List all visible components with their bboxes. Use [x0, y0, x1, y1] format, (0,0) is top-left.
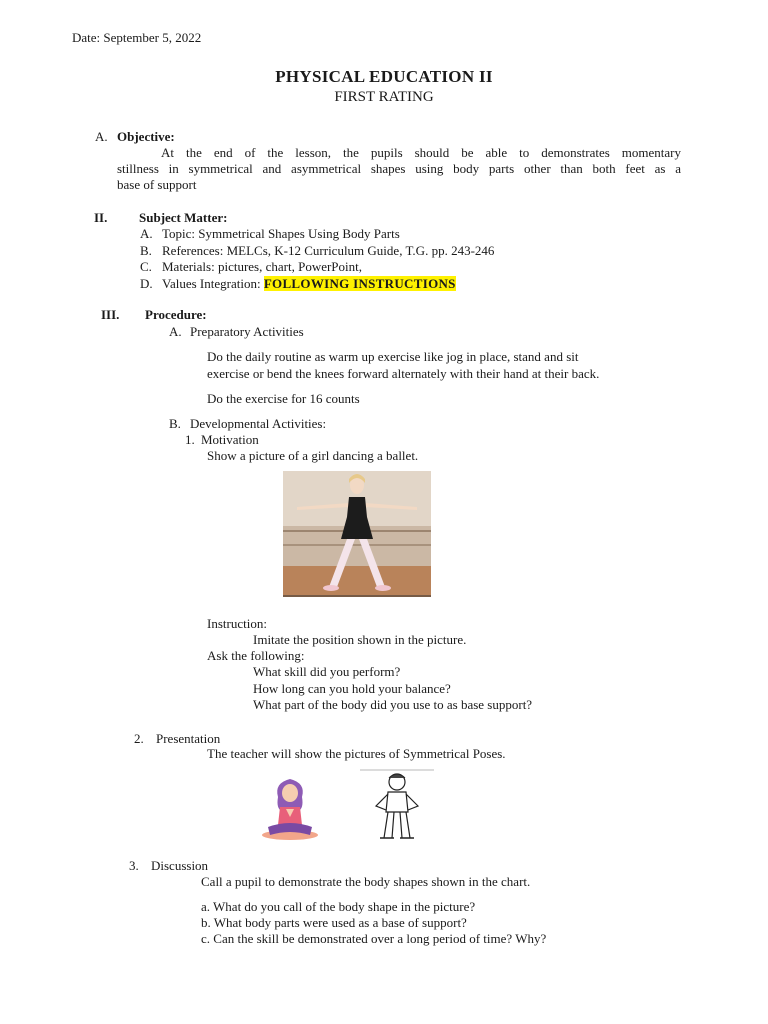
presentation-marker: 2. [134, 731, 144, 746]
prep-line-1: Do the daily routine as warm up exercise like jog in place, stand and sit [207, 349, 579, 364]
subject-item-c-marker: C. [140, 259, 152, 274]
instruction-text: Imitate the position shown in the picture. [253, 632, 467, 647]
subject-item-references: References: MELCs, K-12 Curriculum Guide, T.G. pp. 243-246 [162, 243, 495, 258]
page-subtitle: FIRST RATING [334, 89, 434, 105]
motivation-text: Show a picture of a girl dancing a ballet. [207, 448, 419, 463]
motivation-heading: Motivation [201, 432, 259, 447]
standing-pose-picture [358, 768, 436, 842]
section-a-marker: A. [95, 129, 108, 144]
motivation-question: What skill did you perform? [253, 664, 401, 679]
page-title: PHYSICAL EDUCATION II [275, 67, 493, 86]
subject-item-b-marker: B. [140, 243, 152, 258]
discussion-text: Call a pupil to demonstrate the body shapes shown in the chart. [201, 874, 531, 889]
ballet-dancer-picture [283, 471, 431, 597]
subject-item-values [162, 276, 456, 292]
discussion-question: c. Can the skill be demonstrated over a long period of time? Why? [201, 931, 547, 946]
yoga-pose-picture [260, 775, 320, 841]
discussion-heading: Discussion [151, 858, 209, 873]
values-integration-label: Values Integration: [162, 276, 264, 291]
discussion-marker: 3. [129, 858, 139, 873]
prep-heading: Preparatory Activities [190, 324, 304, 339]
subject-item-d-marker: D. [140, 276, 153, 291]
objective-paragraph [117, 145, 681, 193]
dev-marker: B. [169, 416, 181, 431]
objective-heading: Objective: [117, 129, 175, 144]
objective-line-3: base of support [117, 177, 197, 192]
objective-line-1: At the end of the lesson, the pupils should be able to demonstrates momentary [161, 145, 681, 160]
yoga-pose-image [260, 775, 320, 841]
discussion-question: a. What do you call of the body shape in the picture? [201, 899, 476, 914]
subject-item-a-marker: A. [140, 226, 153, 241]
presentation-heading: Presentation [156, 731, 221, 746]
subject-item-topic: Topic: Symmetrical Shapes Using Body Parts [162, 226, 400, 241]
subject-item-materials: Materials: pictures, chart, PowerPoint, [162, 259, 363, 274]
presentation-text: The teacher will show the pictures of Symmetrical Poses. [207, 746, 506, 761]
prep-line-2: exercise or bend the knees forward alternately with their hand at their back. [207, 366, 600, 381]
subject-matter-heading: Subject Matter: [139, 210, 228, 225]
section-iii-marker: III. [101, 307, 120, 322]
section-ii-marker: II. [94, 210, 108, 225]
standing-pose-image [358, 768, 436, 842]
procedure-heading: Procedure: [145, 307, 207, 322]
values-highlight: FOLLOWING INSTRUCTIONS [263, 276, 456, 291]
ask-label: Ask the following: [207, 648, 305, 663]
instruction-label: Instruction: [207, 616, 267, 631]
dev-heading: Developmental Activities: [190, 416, 327, 431]
motivation-marker: 1. [185, 432, 195, 447]
prep-line-3: Do the exercise for 16 counts [207, 391, 360, 406]
motivation-question: What part of the body did you use to as base support? [253, 697, 533, 712]
discussion-question: b. What body parts were used as a base of support? [201, 915, 467, 930]
prep-marker: A. [169, 324, 182, 339]
objective-line-2: stillness in symmetrical and asymmetrical shapes using body parts other than both feet as a [117, 161, 681, 176]
motivation-question: How long can you hold your balance? [253, 681, 451, 696]
document-date: Date: September 5, 2022 [72, 30, 202, 45]
ballet-dancer-image [283, 471, 431, 597]
